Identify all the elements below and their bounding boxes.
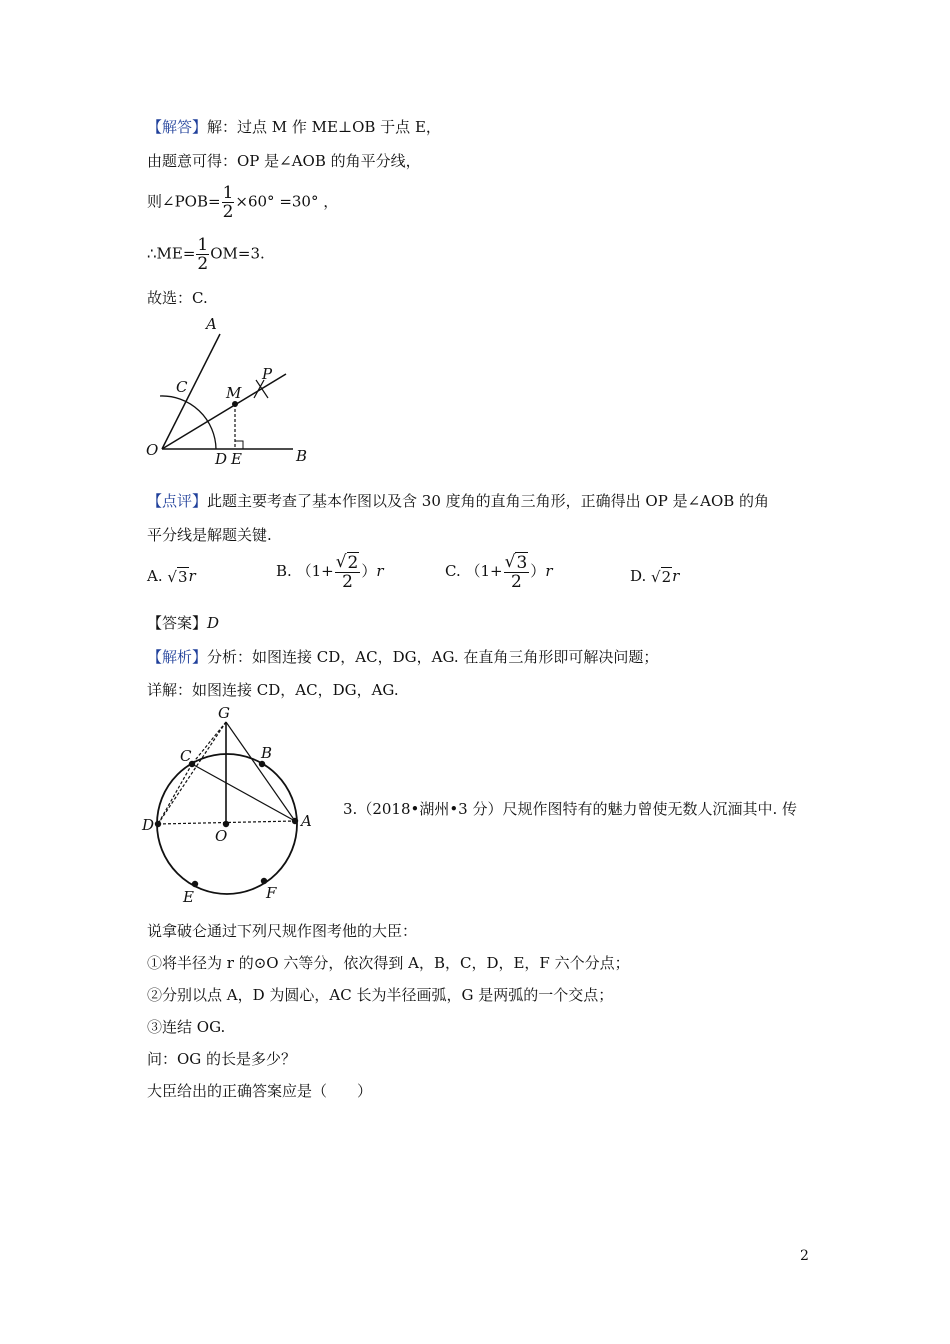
question-3-line-1 <box>343 798 797 819</box>
question-3-ask: 问：OG 的长是多少？ <box>147 1050 297 1068</box>
sqrt-radicand: 3 <box>516 552 528 573</box>
analysis-line <box>147 646 658 667</box>
option-c-pre: （1+ <box>465 561 503 580</box>
segment-gc <box>192 722 226 764</box>
label-g: G <box>218 704 230 722</box>
fraction-half-2 <box>196 236 209 273</box>
option-b <box>276 553 384 591</box>
question-text-1: 尺规作图特有的魅力曾使无数人沉湎其中. 传 <box>502 800 798 818</box>
option-d-label: D. <box>630 567 647 585</box>
fraction-denominator: 2 <box>511 571 522 592</box>
option-c-label: C. <box>445 561 461 580</box>
label-f: F <box>266 884 277 902</box>
fraction-numerator: √2 <box>335 552 359 573</box>
option-a-label: A. <box>147 567 163 585</box>
fraction-denominator: 2 <box>222 202 234 222</box>
angle-bisector-figure <box>140 312 320 472</box>
solution-line-1 <box>147 116 441 137</box>
answer-line <box>147 612 219 633</box>
question-3-step-3: ③连结 OG. <box>147 1018 226 1036</box>
var-r: r <box>672 567 680 585</box>
question-3-step-2: ②分别以点 A，D 为圆心，AC 长为半径画弧，G 是两弧的一个交点； <box>147 986 614 1004</box>
circle-construction-figure <box>140 700 320 910</box>
fraction-numerator: 1 <box>197 235 209 255</box>
solution-text-3-post: ×60° =30° ， <box>235 192 339 211</box>
question-3-prompt: 大臣给出的正确答案应是（ ） <box>147 1082 373 1100</box>
fraction-sqrt3-over-2 <box>504 553 530 591</box>
sqrt-radicand: 3 <box>177 568 188 586</box>
solution-tag: 【解答】 <box>147 118 208 136</box>
comment-text-1: 此题主要考查了基本作图以及含 30 度角的直角三角形，正确得出 OP 是∠AOB 的角 <box>207 492 770 510</box>
point-a <box>292 818 298 824</box>
solution-line-3 <box>147 184 338 221</box>
label-o: O <box>146 441 159 459</box>
sqrt-radicand: 2 <box>347 552 359 573</box>
solution-line-5: 故选：C. <box>147 289 208 307</box>
sqrt-radicand: 2 <box>661 568 672 586</box>
question-3-line-2: 说拿破仑通过下列尺规作图考他的大臣： <box>147 922 418 940</box>
option-c-post: ） <box>530 561 546 580</box>
label-o: O <box>215 827 228 845</box>
label-c: C <box>176 378 188 396</box>
label-d: D <box>142 816 155 834</box>
segment-ca <box>192 764 295 821</box>
comment-tag: 【点评】 <box>147 492 208 510</box>
option-a <box>147 567 196 586</box>
var-r: r <box>376 561 384 580</box>
solution-text-4-post: OM=3. <box>210 244 265 263</box>
label-e: E <box>183 888 194 906</box>
arc-cd <box>160 396 216 449</box>
answer-value: D <box>207 614 220 632</box>
segment-ga <box>226 722 295 821</box>
label-c: C <box>180 747 192 765</box>
label-p: P <box>262 365 273 383</box>
label-b: B <box>296 447 308 465</box>
fraction-sqrt2-over-2 <box>335 553 361 591</box>
sqrt-3: √3 <box>167 568 188 586</box>
label-b: B <box>261 744 273 762</box>
fraction-denominator: 2 <box>197 254 209 274</box>
option-d <box>630 567 679 586</box>
solution-text-1: 解：过点 M 作 ME⊥OB 于点 E， <box>207 118 441 136</box>
sqrt-2: √2 <box>651 568 672 586</box>
question-3-step-1: ①将半径为 r 的⊙O 六等分，依次得到 A，B，C，D，E，F 六个分点； <box>147 954 630 972</box>
analysis-text: 分析：如图连接 CD，AC，DG，AG. 在直角三角形即可解决问题； <box>207 648 659 666</box>
label-m: M <box>226 384 242 402</box>
label-d: D <box>215 450 228 468</box>
fraction-numerator: 1 <box>222 183 234 203</box>
point-d <box>155 821 161 827</box>
fraction-numerator: √3 <box>504 552 528 573</box>
point-e <box>192 881 198 887</box>
page-number: 2 <box>800 1248 809 1264</box>
fraction-half-1 <box>222 184 235 221</box>
var-r: r <box>188 567 196 585</box>
label-a: A <box>206 315 217 333</box>
option-c <box>445 553 552 591</box>
right-angle-mark <box>235 441 243 449</box>
comment-line-2: 平分线是解题关键. <box>147 526 272 544</box>
option-b-pre: （1+ <box>296 561 334 580</box>
label-a: A <box>301 812 312 830</box>
answer-tag: 【答案】 <box>147 614 208 632</box>
solution-text-4-pre: ∴ME= <box>147 244 196 263</box>
question-source: （2018•湖州•3 分） <box>357 800 503 818</box>
analysis-tag: 【解析】 <box>147 648 208 666</box>
segment-gd <box>158 722 226 824</box>
option-b-label: B. <box>276 561 292 580</box>
solution-line-4 <box>147 236 265 273</box>
comment-line-1 <box>147 490 769 511</box>
question-number: 3. <box>343 800 358 818</box>
fraction-denominator: 2 <box>342 571 353 592</box>
label-e: E <box>231 450 242 468</box>
var-r: r <box>545 561 553 580</box>
solution-line-2: 由题意可得：OP 是∠AOB 的角平分线， <box>147 152 421 170</box>
option-b-post: ） <box>361 561 377 580</box>
analysis-detail: 详解：如图连接 CD，AC，DG，AG. <box>147 681 399 699</box>
solution-text-3-pre: 则∠POB= <box>147 192 221 211</box>
